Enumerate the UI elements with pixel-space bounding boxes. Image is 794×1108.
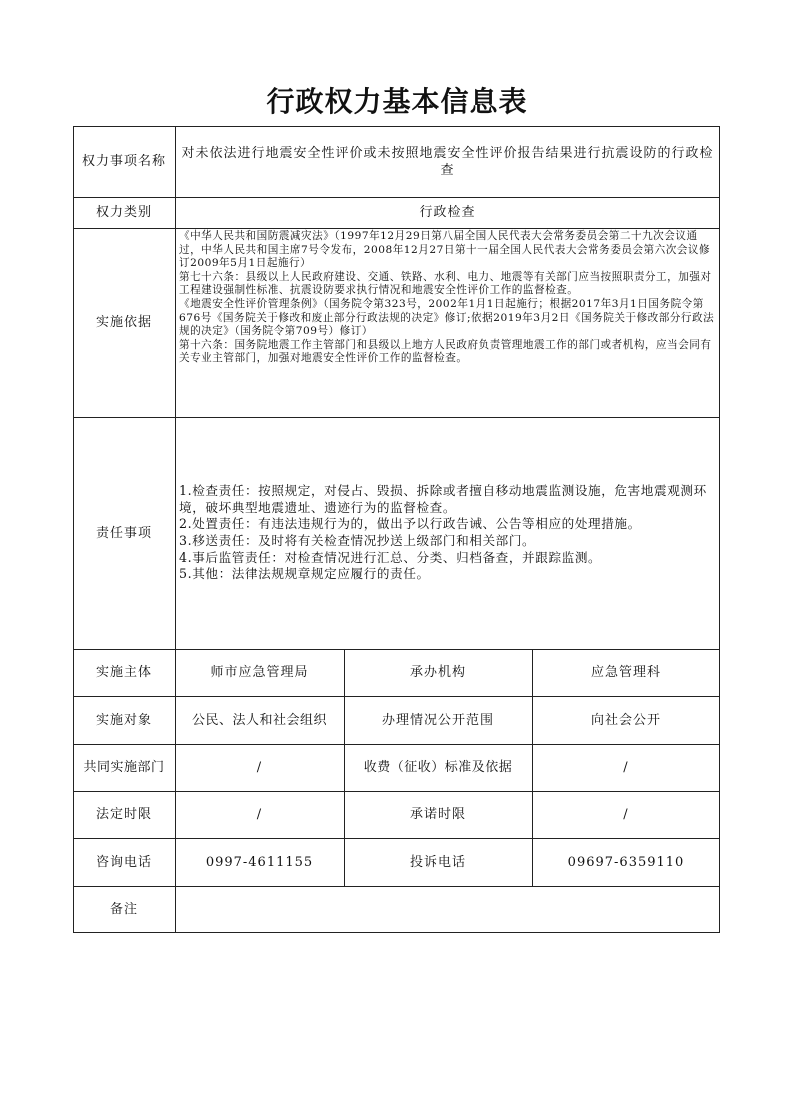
target-value: 公民、法人和社会组织 (191, 712, 327, 728)
subject-label: 实施主体 (95, 665, 152, 680)
consult-phone-value: 0997-4611155 (205, 854, 314, 870)
page-title: 行政权力基本信息表 (266, 85, 528, 118)
joint-dept-value: / (256, 760, 263, 775)
disclosure-scope-label: 办理情况公开范围 (381, 712, 494, 728)
power-category-label: 权力类别 (95, 205, 152, 220)
remarks-label: 备注 (109, 902, 138, 917)
consult-phone-label: 咨询电话 (95, 854, 152, 870)
promised-deadline-value: / (623, 807, 629, 822)
responsibility-item: 2.处置责任：有违法违规行为的，做出予以行政告诫、公告等相应的处理措施。 (179, 516, 641, 532)
basis-paragraph: 《中华人民共和国防震减灾法》（1997年12月29日第八届全国人民代表大会常务委员会第二十九次会议通过，中华人民共和国主席7号令发布，2008年12月27日第十一届全国人民代表大会常务委员会第六次会议修订2009年5月1日起施行） (179, 230, 711, 270)
responsibility-label: 责任事项 (95, 525, 152, 541)
subject-value: 师市应急管理局 (210, 665, 309, 680)
complaint-phone-value: 09697-6359110 (567, 854, 685, 870)
responsibility-item: 4.事后监管责任：对检查情况进行汇总、分类、归档备查，并跟踪监测。 (179, 549, 602, 565)
power-category-value: 行政检查 (419, 205, 476, 220)
handling-agency-value: 应急管理科 (590, 665, 661, 680)
power-name-value: 对未依法进行地震安全性评价或未按照地震安全性评价报告结果进行抗震设防的行政检查 (181, 145, 714, 178)
promised-deadline-label: 承诺时限 (409, 807, 466, 822)
responsibility-item: 3.移送责任：及时将有关检查情况抄送上级部门和相关部门。 (179, 533, 536, 548)
handling-agency-label: 承办机构 (409, 665, 466, 680)
table-border (73, 126, 720, 933)
complaint-phone-label: 投诉电话 (409, 854, 466, 870)
legal-deadline-label: 法定时限 (95, 807, 152, 822)
target-label: 实施对象 (95, 712, 152, 728)
disclosure-scope-value: 向社会公开 (590, 712, 661, 728)
info-table (73, 126, 720, 933)
basis-label: 实施依据 (95, 315, 152, 330)
legal-deadline-value: / (256, 807, 263, 822)
fee-standard-label: 收费（征收）标准及依据 (363, 760, 513, 775)
basis-paragraph: 第十六条：国务院地震工作主管部门和县级以上地方人民政府负责管理地震工作的部门或者机构，应当会同有关专业主管部门，加强对地震安全性评价工作的监督检查。 (179, 338, 712, 365)
responsibility-item: 1.检查责任：按照规定，对侵占、毁损、拆除或者擅自移动地震监测设施，危害地震观测环境，破坏典型地震遗址、遗迹行为的监督检查。 (179, 483, 707, 515)
basis-paragraph: 《地震安全性评价管理条例》（国务院令第323号，2002年1月1日起施行；根据2017年3月1日国务院令第676号《国务院关于修改和废止部分行政法规的决定》修订;依据2019年3月2日《国务院关于修改部分行政法规的决定》（国务院令第709号）修订） (179, 297, 715, 338)
fee-standard-value: / (623, 760, 629, 775)
responsibility-item: 5.其他：法律法规规章规定应履行的责任。 (179, 566, 430, 582)
basis-paragraph: 第七十六条：县级以上人民政府建设、交通、铁路、水利、电力、地震等有关部门应当按照职责分工，加强对工程建设强制性标准、抗震设防要求执行情况和地震安全性评价工作的监督检查。 (179, 270, 712, 297)
joint-dept-label: 共同实施部门 (83, 760, 165, 775)
power-name-label: 权力事项名称 (81, 154, 166, 169)
